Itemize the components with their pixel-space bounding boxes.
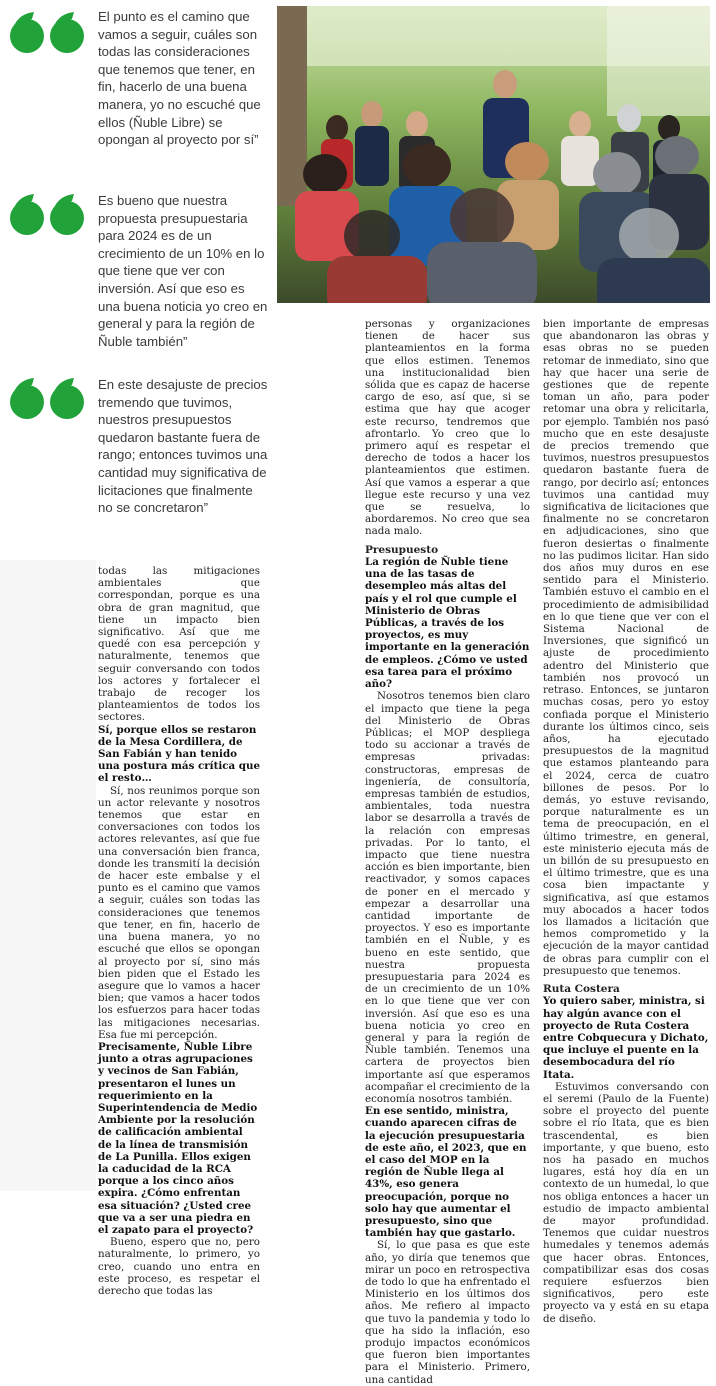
- meeting-photo: [277, 6, 710, 303]
- page-margin-shade: [0, 560, 96, 1191]
- col2-answer-1: Nosotros tenemos bien claro el impacto que tiene la pega del Ministerio de Obras Públicas; el MOP despliega todo su accionar a través de empresas privadas: constructoras, empresas de ingeniería, de consultoría, empresas también de estudios, ambientales, toda nuestra labor se desarrolla a través de la relación con empresas privadas. Por lo tanto, el impacto que tiene nuestra acción es bien importante, bien reactivador, y somos capaces de poner en el mercado y empezar a desarrollar una cantidad importante de proyectos. Y eso es importante también en el Ñuble, y es bueno en este sentido, que nuestra propuesta presupuestaria para 2024 es de un crecimiento de un 10% en lo que tiene que ver con inversión. Así que eso es una buena noticia yo creo en general y para la región de Ñuble también. Tenemos una cartera de proyectos bien importante así que esperamos acompañar el crecimiento de la economía nosotros también.: [365, 690, 530, 1105]
- col1-answer-1: Sí, nos reunimos porque son un actor relevante y nosotros tenemos que estar en conversaciones con todos los actores relevantes, así que fue una conversación bien franca, donde les transmití la decisión de hacer este embalse y el punto es el camino que vamos a seguir, cuáles son todas las consideraciones que tenemos que tener, en fin, hacerlo de una buena manera, yo no escuché que ellos se opongan al proyecto por sí, sino más bien piden que el Estado les asegure que lo vamos a hacer bien; que vamos a hacer todos los esfuerzos para hacer todas las mitigaciones necesarias. Esa fue mi percepción.: [98, 784, 260, 1041]
- quote-mark-icon: [8, 376, 86, 420]
- col2-answer-2: Sí, lo que pasa es que este año, yo diría que tenemos que mirar un poco en retrospectiva de todo lo que ha enfrentado el Ministerio en los últimos dos años. Me refiero al impacto que tuvo la pandemia y todo lo que ha sido la inflación, eso produjo impactos económicos que fueron bien importantes para el Ministerio. Primero, una cantidad: [365, 1239, 530, 1386]
- pull-quote-3: En este desajuste de precios tremendo que tuvimos, nuestros presupuestos quedaron bastante fuera de rango; entonces tuvimos una cantidad muy significativa de licitaciones que finalmente no se concretaron”: [98, 377, 268, 516]
- col1-question-1: Sí, porque ellos se restaron de la Mesa Cordillera, de San Fabián y han tenido una postura más crítica que el resto…: [98, 723, 261, 785]
- col2-question-1: La región de Ñuble tiene una de las tasas de desempleo más altas del país y el rol que cumple el Ministerio de Obras Públicas, a través de los proyectos, es muy importante en la generación de empleos. ¿Cómo ve usted esa tarea para el próximo año?: [365, 556, 530, 691]
- col2-paragraph-1: personas y organizaciones tienen de hacer sus planteamientos en la forma que ellos estimen. Tenemos una institucionalidad bien sólida que es capaz de hacerse cargo de eso, así que, si se estima que hay que acoger este recurso, tendremos que afrontarlo. Yo creo que lo primero aquí es respetar el derecho de todos a hacer los planteamientos que estimen. Así que vamos a esperar a que llegue este recurso y una vez que se resuelva, lo abordaremos. No creo que sea nada malo.: [365, 318, 530, 538]
- quote-mark-icon: [8, 192, 86, 236]
- col3-question-1: Yo quiero saber, ministra, si hay algún avance con el proyecto de Ruta Costera entre Cobquecura y Dichato, que incluye el puente en la desembocadura del río Itata.: [543, 995, 709, 1081]
- col1-question-2: Precisamente, Ñuble Libre junto a otras agrupaciones y vecinos de San Fabián, presentaron el lunes un requerimiento en la Superintendencia de Medio Ambiente por la resolución de calificación ambiental de la línea de transmisión de La Punilla. Ellos exigen la caducidad de la RCA porque a los cinco años expira. ¿Cómo enfrentan esa situación? ¿Usted cree que va a ser una piedra en el zapato para el proyecto?: [98, 1040, 258, 1236]
- article-column-1: [98, 565, 260, 1297]
- article-column-3: [543, 318, 709, 1325]
- col3-answer-1: Estuvimos conversando con el seremi (Paulo de la Fuente) sobre el proyecto del puente sobre el río Itata, que es bien trascendental, es bien importante, y que bueno, esto nos ha pasado en muchos lugares, está hoy día en un contexto de un humedal, lo que nos obliga entonces a hacer un estudio de impacto ambiental de mayor profundidad. Tenemos que cuidar nuestros humedales y tenemos además que hacer obras. Entonces, compatibilizar esas dos cosas requiere esfuerzos bien significativos, pero este proyecto va y está en su etapa de diseño.: [543, 1080, 709, 1325]
- section-heading-presupuesto: Presupuesto: [365, 543, 439, 556]
- section-heading-ruta-costera: Ruta Costera: [543, 982, 620, 995]
- col1-paragraph-1: todas las mitigaciones ambientales que correspondan, porque es una obra de gran magnitud, que tiene un impacto bien significativo. Así que me quedé con esa percepción y naturalmente, tenemos que seguir conversando con todos los actores y fortalecer el trabajo de recoger los planteamientos de todos los sectores.: [98, 565, 260, 724]
- pull-quote-1: El punto es el camino que vamos a seguir, cuáles son todas las consideraciones que tenemos que tener, en fin, hacerlo de una buena manera, yo no escuché que ellos (Ñuble Libre) se opongan al proyecto por sí”: [98, 9, 261, 148]
- col3-paragraph-1: bien importante de empresas que abandonaron las obras y esas obras no se pueden retomar de inmediato, sino que hay que hacer una serie de gestiones que de repente toman un año, para poder retomar una obra y relicitarla, por ejemplo. También nos pasó mucho que en este desajuste de precios tremendo que tuvimos, nuestros presupuestos quedaron bastante fuera de rango, por decirlo así; entonces tuvimos una cantidad muy significativa de licitaciones que finalmente no se concretaron en adjudicaciones, sino que fueron desiertas o finalmente no las pudimos licitar. Han sido dos años muy duros en ese sentido para el Ministerio. También estuvo el cambio en el procedimiento de admisibilidad en lo que tiene que ver con el Sistema Nacional de Inversiones, que significó un ajuste de procedimiento adentro del Ministerio que también nos provocó un retraso. Entonces, se juntaron muchas cosas, pero yo estoy confiada porque el Ministerio durante los últimos cinco, seis años, ha ejecutado presupuestos de la magnitud que estamos planteando para el 2024, cerca de cuatro billones de pesos. Por lo demás, yo estuve revisando, porque naturalmente es un tema de preocupación, en el último trimestre, en general, este ministerio ejecuta más de un billón de su presupuesto en el último trimestre, que es una cosa bien impactante y significativa, así que estamos muy abocados a hacer todos los llamados a licitación que hemos comprometido y la ejecución de la mayor cantidad de obras para cumplir con el presupuesto que tenemos.: [543, 318, 709, 977]
- col1-answer-2: Bueno, espero que no, pero naturalmente, lo primero, yo creo, cuando uno entra en este proceso, es respetar el derecho que todas las: [98, 1236, 260, 1297]
- col2-question-2: En ese sentido, ministra, cuando aparecen cifras de la ejecución presupuestaria de este año, el 2023, que en el caso del MOP en la región de Ñuble llega al 43%, eso genera preocupación, porque no solo hay que aumentar el presupuesto, sino que también hay que gastarlo.: [365, 1105, 527, 1240]
- article-column-2: [365, 318, 530, 1386]
- pull-quote-2: Es bueno que nuestra propuesta presupuestaria para 2024 es de un crecimiento de un 10% en lo que tiene que ver con inversión. Así que eso es una buena noticia yo creo en general y para la región de Ñuble también”: [98, 193, 268, 349]
- quote-mark-icon: [8, 10, 86, 54]
